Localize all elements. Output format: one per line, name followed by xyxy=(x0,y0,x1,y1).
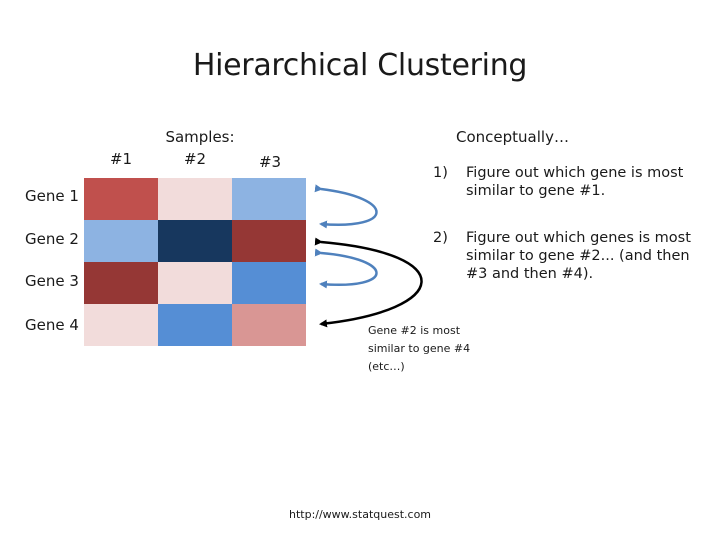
sample-label-2: #2 xyxy=(183,150,207,168)
samples-label: Samples: xyxy=(165,128,235,146)
arrow-gene2-gene3 xyxy=(321,253,377,285)
gene-label-3: Gene 3 xyxy=(25,272,79,290)
footer-url: http://www.statquest.com xyxy=(288,508,432,521)
annotation-note: Gene #2 is most similar to gene #4 (etc…) xyxy=(368,324,471,373)
gene-label-4: Gene 4 xyxy=(25,316,79,334)
slide-title: Hierarchical Clustering xyxy=(192,48,528,83)
sample-label-3: #3 xyxy=(258,153,282,171)
gene-label-1: Gene 1 xyxy=(25,187,79,205)
concept-title: Conceptually… xyxy=(456,128,569,146)
step-1-text: Figure out which gene is most similar to gene #1. xyxy=(466,165,684,199)
step-2-number: 2) xyxy=(433,230,448,246)
arrow-gene1-gene2 xyxy=(321,189,377,225)
step-1-number: 1) xyxy=(433,165,448,181)
sample-label-1: #1 xyxy=(109,150,133,168)
gene-label-2: Gene 2 xyxy=(25,230,79,248)
step-2-text: Figure out which genes is most similar to gene #2... (and then #3 and then #4). xyxy=(466,230,691,282)
